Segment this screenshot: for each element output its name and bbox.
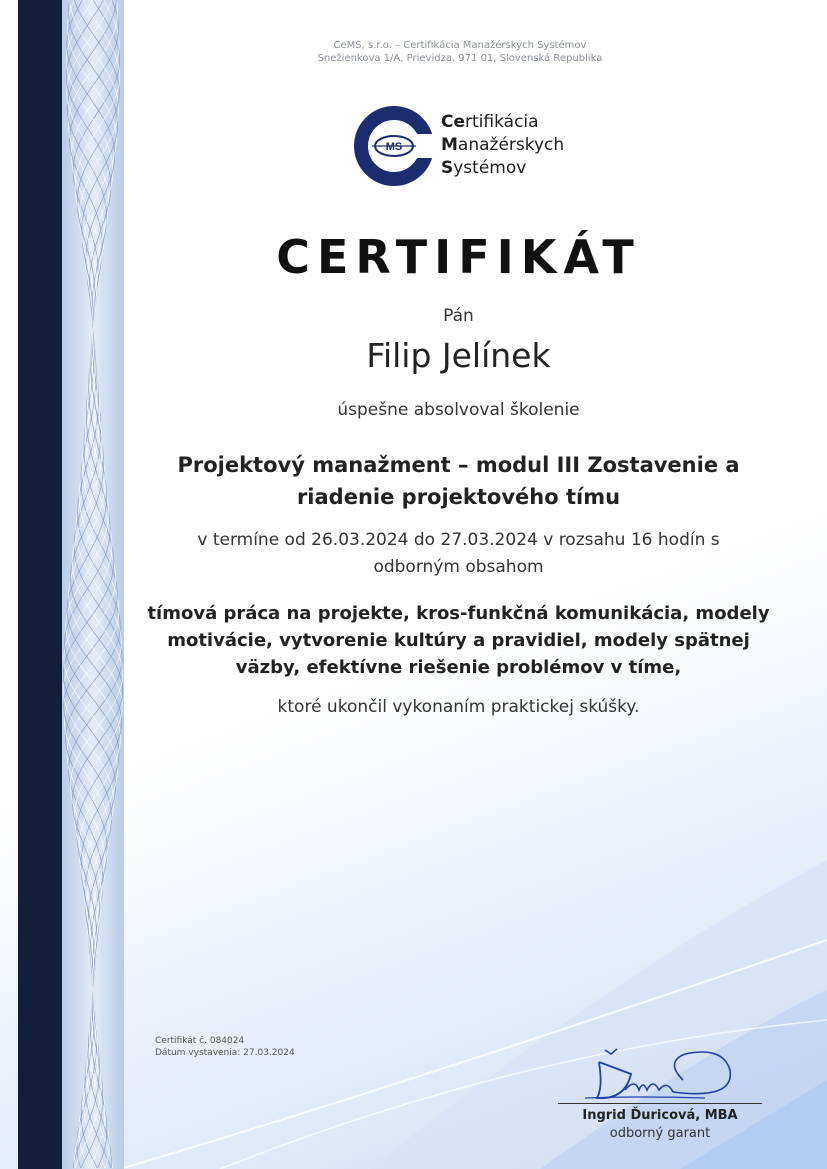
guilloche-line (67, 0, 121, 1168)
guilloche-line (64, 0, 116, 1168)
guilloche-line (65, 0, 119, 1168)
logo-wordmark: Certifikácia Manažérskych Systémov (441, 112, 565, 178)
certificate-meta (155, 1035, 295, 1059)
course-name: Projektový manažment – modul III Zostavenie a riadenie projektového tímu (177, 453, 740, 509)
navy-side-bar (18, 0, 62, 1169)
guilloche-line (71, 0, 123, 1168)
signer-role: odborný garant (609, 1126, 711, 1141)
issuer-line-2: Snežienkova 1/A, Prievidza, 971 01, Slovenská Republika (317, 53, 603, 64)
certificate-number: Certifikát č. 084024 (155, 1036, 245, 1046)
signature (585, 1040, 745, 1104)
signer-name: Ingrid Ďuricová, MBA (582, 1108, 738, 1123)
recipient-name: Filip Jelínek (366, 336, 551, 375)
guilloche-line (64, 0, 116, 1168)
course-content: tímová práca na projekte, kros-funkčná komunikácia, modely motivácie, vytvorenie kultúry a pravidiel, modely spätnej väzby, efektívne riešenie problémov v tíme, (147, 603, 770, 678)
issue-date: Dátum vystavenia: 27.03.2024 (155, 1048, 295, 1058)
guilloche-line (70, 0, 122, 1168)
exam-text: ktoré ukončil vykonaním praktickej skúšky. (277, 697, 640, 717)
issuer-line-1: CeMS, s.r.o. – Certifikácia Manažérskych Systémov (333, 40, 587, 51)
signature-line (558, 1103, 762, 1104)
term-text: v termíne od 26.03.2024 do 27.03.2024 v rozsahu 16 hodín s odborným obsahom (197, 530, 720, 577)
salutation: Pán (443, 306, 474, 326)
guilloche-border (62, 0, 124, 1169)
completed-text: úspešne absolvoval školenie (337, 400, 580, 420)
cms-logo (352, 104, 436, 188)
logo-mark-text: MS (385, 141, 403, 153)
certificate-title: CERTIFIKÁT (276, 230, 641, 284)
